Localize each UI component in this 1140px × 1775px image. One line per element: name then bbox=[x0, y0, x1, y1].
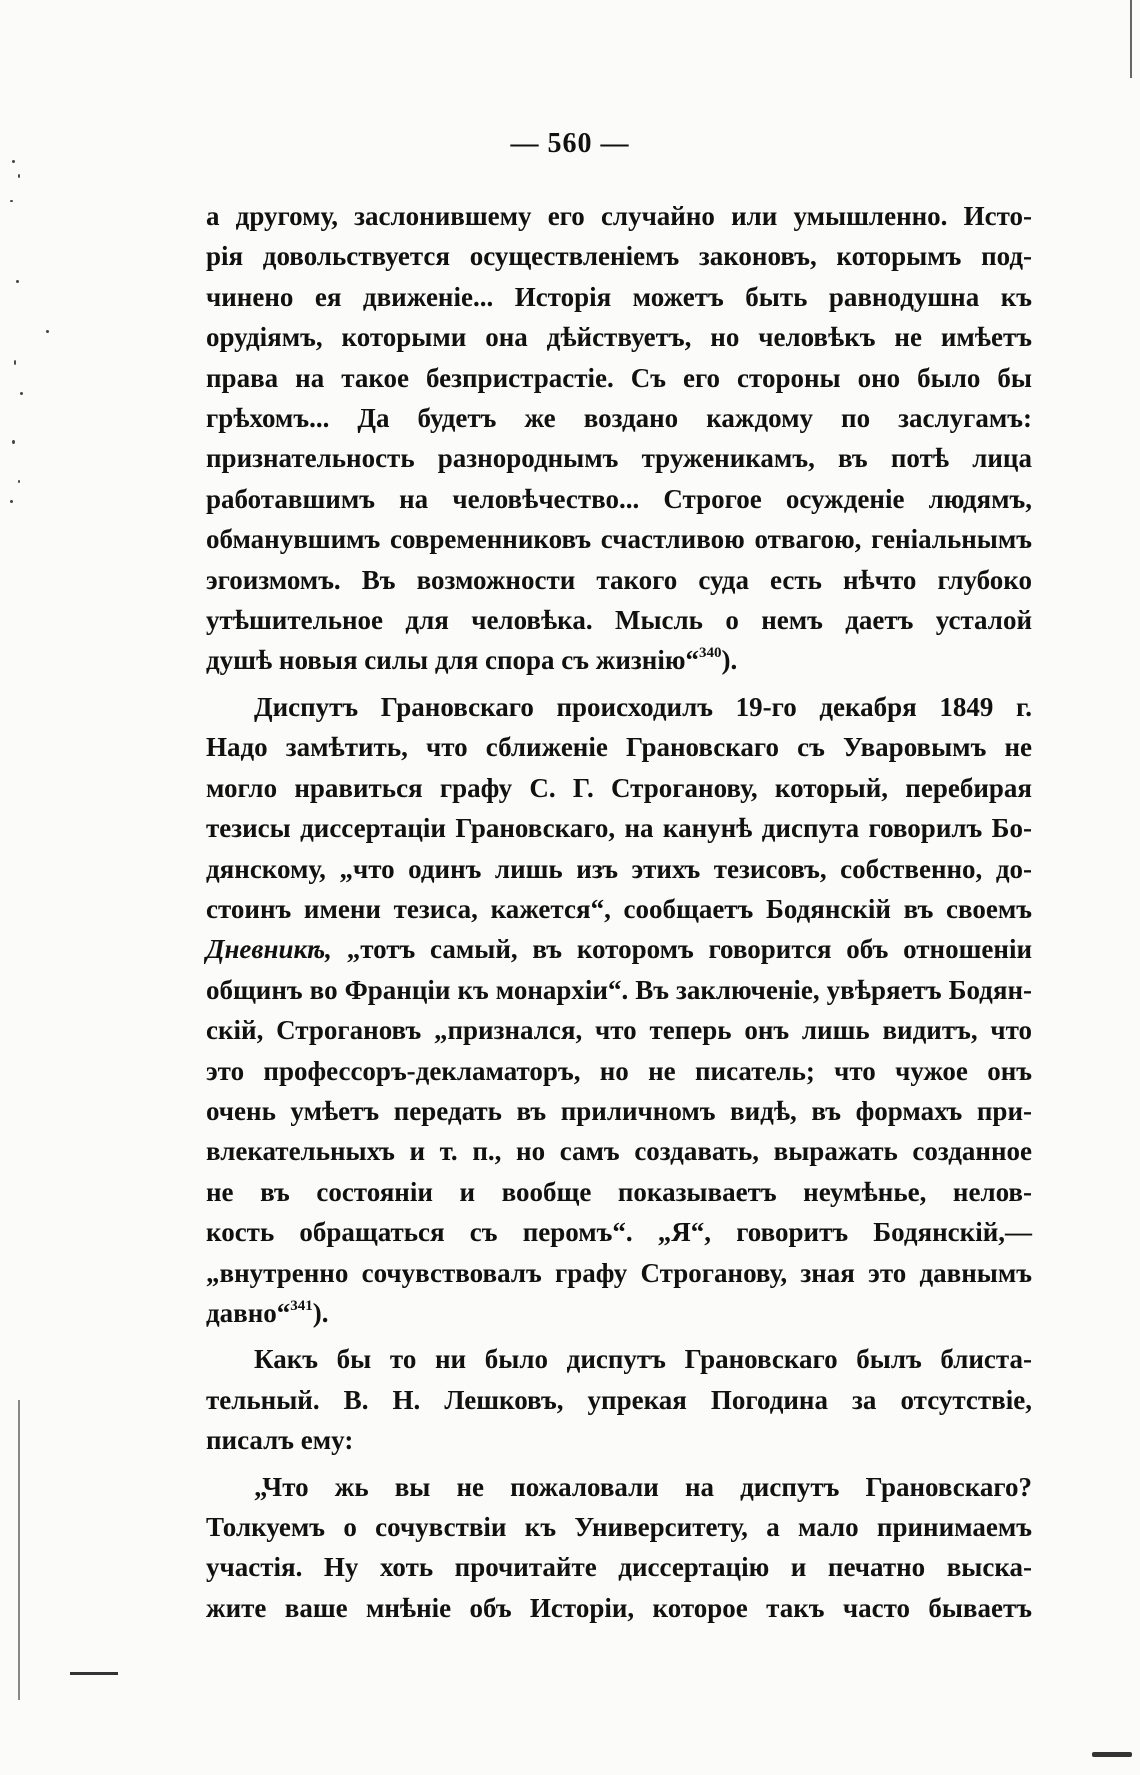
text-line: утѣшительное для человѣка. Мысль о немъ даетъ усталой bbox=[206, 605, 1032, 636]
text-line: признательность разнороднымъ труженикамъ, въ потѣ лица bbox=[206, 443, 1032, 474]
text-line: орудіямъ, которыми она дѣйствуетъ, но человѣкъ не имѣетъ bbox=[206, 322, 1032, 353]
text-line: рія довольствуется осуществленіемъ законовъ, которымъ под- bbox=[206, 241, 1032, 272]
text-line: а другому, заслонившему его случайно или умышленно. Исто- bbox=[206, 201, 1032, 231]
text-line: участія. Ну хоть прочитайте диссертацію и печатно выска- bbox=[206, 1552, 1032, 1583]
text-line: очень умѣетъ передать въ приличномъ видѣ, въ формахъ при- bbox=[206, 1095, 1032, 1126]
text-line: давно“$^{341}$). bbox=[206, 1297, 329, 1328]
text-line: влекательныхъ и т. п., но самъ создавать, выражать созданное bbox=[206, 1136, 1032, 1167]
text-line: дянскому, „что одинъ лишь изъ этихъ тезисовъ, собственно, до- bbox=[206, 853, 1032, 884]
text-line: не въ состояніи и вообще показываетъ неумѣнье, нелов- bbox=[206, 1176, 1032, 1207]
body-text bbox=[206, 196, 1032, 1634]
paragraph-4 bbox=[206, 1467, 1032, 1629]
text-line: тельный. В. Н. Лешковъ, упрекая Погодина за отсутствіе, bbox=[206, 1384, 1032, 1415]
text-line: обманувшимъ современниковъ счастливою отвагою, геніальнымъ bbox=[206, 524, 1032, 555]
text-line: могло нравиться графу С. Г. Строганову, который, перебирая bbox=[206, 772, 1032, 803]
text-line: работавшимъ на человѣчество... Строгое осужденіе людямъ, bbox=[206, 483, 1032, 514]
text-line: „Что жь вы не пожаловали на диспутъ Грановскаго? bbox=[254, 1471, 1032, 1502]
scan-smudge bbox=[1092, 1752, 1132, 1757]
footnote-ref: 341 bbox=[290, 1297, 313, 1314]
text-line: писалъ ему: bbox=[206, 1425, 354, 1456]
text-line: душѣ новыя силы для спора съ жизнію“$^{340}$). bbox=[206, 645, 738, 676]
paragraph-2 bbox=[206, 687, 1032, 1334]
page-number: — 560 — bbox=[510, 128, 630, 159]
text-line: грѣхомъ... Да будетъ же воздано каждому по заслугамъ: bbox=[206, 403, 1032, 434]
text-line: это профессоръ-декламаторъ, но не писатель; что чужое онъ bbox=[206, 1055, 1032, 1086]
text-line: „внутренно сочувствовалъ графу Строганову, зная это давнымъ bbox=[206, 1257, 1032, 1288]
paragraph-1 bbox=[206, 196, 1032, 681]
text-line: кость обращаться съ перомъ“. „Я“, говоритъ Бодянскій,— bbox=[206, 1217, 1032, 1248]
text-line: Диспутъ Грановскаго происходилъ 19-го декабря 1849 г. bbox=[254, 691, 1032, 722]
scan-edge-line bbox=[1130, 0, 1132, 78]
text-line: Какъ бы то ни было диспутъ Грановскаго былъ блиста- bbox=[254, 1344, 1032, 1375]
scan-bottom-dash bbox=[70, 1672, 118, 1675]
text-line: стоинъ имени тезиса, кажется“, сообщаетъ Бодянскій въ своемъ bbox=[206, 893, 1032, 924]
footnote-ref: 340 bbox=[698, 645, 722, 662]
text-line: Дневникѣ, „тотъ самый, въ которомъ говорится объ отношеніи bbox=[206, 934, 1033, 965]
text-line: Толкуемъ о сочувствіи къ Университету, а мало принимаемъ bbox=[206, 1512, 1032, 1542]
text-line: общинъ во Франціи къ монархіи“. Въ заключеніе, увѣряетъ Бодян- bbox=[206, 974, 1032, 1005]
text-line: эгоизмомъ. Въ возможности такого суда есть нѣчто глубоко bbox=[206, 564, 1032, 595]
margin-scan-marks bbox=[6, 160, 36, 600]
italic-word: Дневникѣ, bbox=[206, 934, 332, 965]
scan-left-edge-line bbox=[18, 1400, 20, 1700]
text-line: скій, Строгановъ „признался, что теперь онъ лишь видитъ, что bbox=[206, 1015, 1032, 1046]
text-line: тезисы диссертаціи Грановскаго, на канунѣ диспута говорилъ Бо- bbox=[206, 813, 1032, 844]
paragraph-3 bbox=[206, 1339, 1032, 1460]
text-line: Надо замѣтить, что сближеніе Грановскаго съ Уваровымъ не bbox=[206, 732, 1032, 763]
text-line: права на такое безпристрастіе. Съ его стороны оно было бы bbox=[206, 362, 1032, 393]
text-line: чинено ея движеніе... Исторія можетъ быть равнодушна къ bbox=[206, 281, 1032, 312]
text-line: жите ваше мнѣніе объ Исторіи, которое такъ часто бываетъ bbox=[206, 1592, 1032, 1623]
